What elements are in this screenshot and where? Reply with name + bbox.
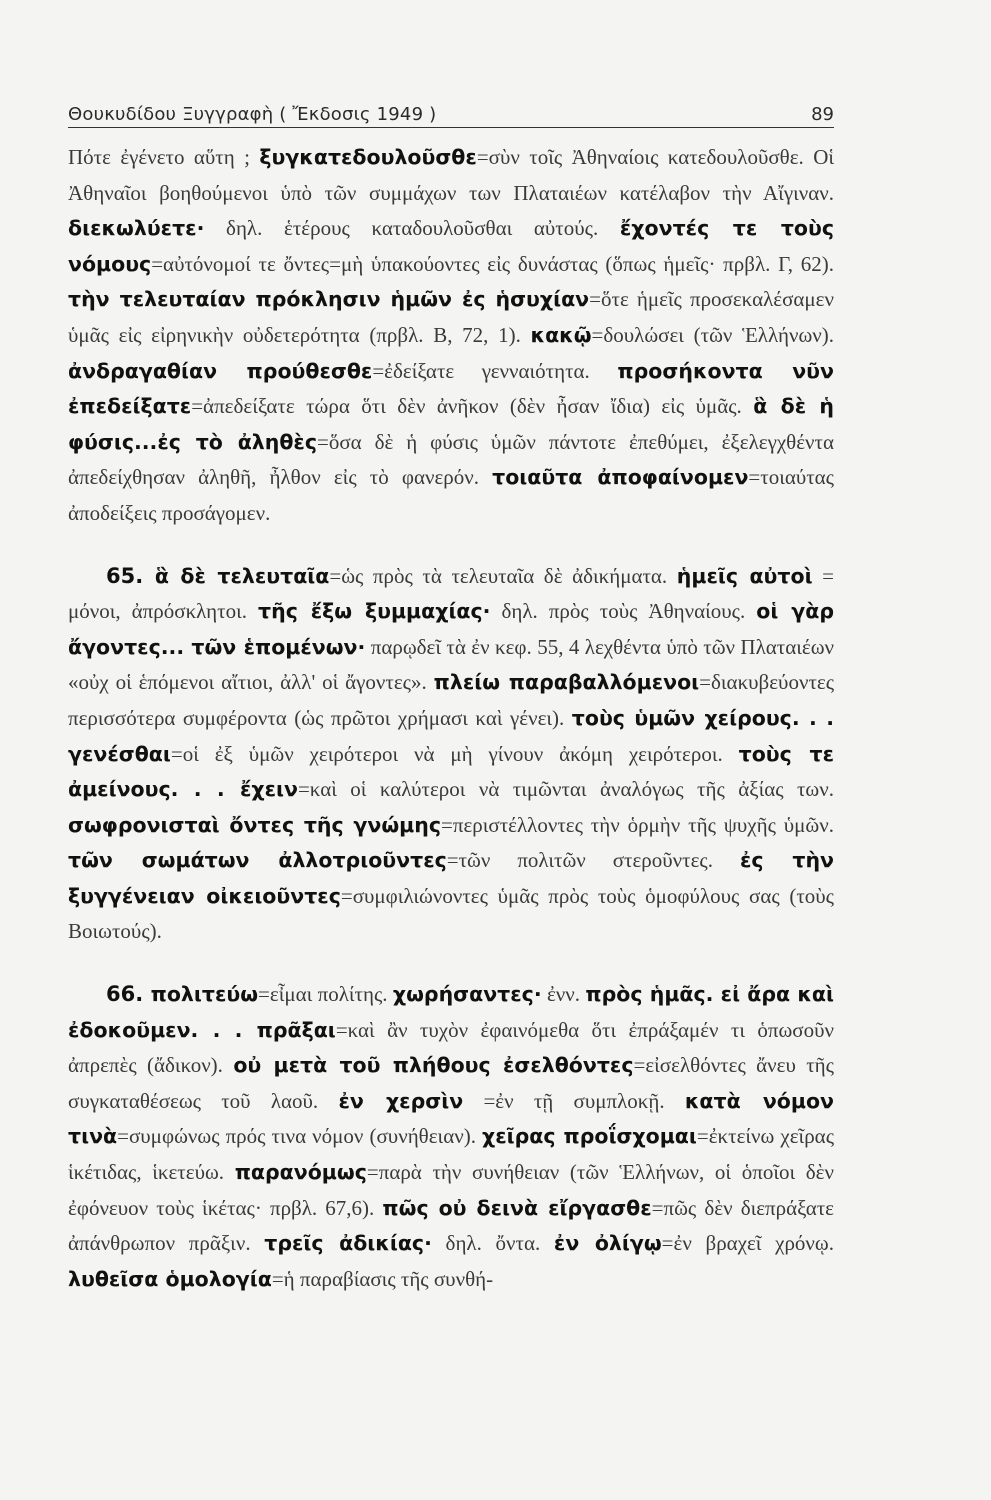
plain-text: =εἶμαι πολίτης. <box>258 982 393 1007</box>
lemma-term: χεῖρας προΐσχομαι <box>482 1124 697 1149</box>
lemma-term: τοιαῦτα ἀποφαίνομεν <box>492 465 749 490</box>
plain-text: =ὅσα δὲ ἡ φύσις ὑμῶν πάντοτε ἐπεθύμει, ἐξελεγχθέντα ἀπεδείχθησαν ἀληθῆ, ἦλθον εἰς τὸ φανερόν. <box>68 429 834 490</box>
plain-text: Πότε ἐγένετο αὕτη ; <box>68 145 260 169</box>
plain-text: =τοιαύτας ἀποδείξεις προσάγομεν. <box>68 465 834 525</box>
plain-text: =συμφώνως πρός τινα νόμον (συνήθειαν). <box>117 1124 483 1149</box>
lemma-term: τοὺς τε ἀμείνους. . . ἔχειν <box>68 741 834 802</box>
lemma-term: παρανόμως <box>234 1160 367 1185</box>
plain-text: =οἱ ἐξ ὑμῶν χειρότεροι νὰ μὴ γίνουν ἀκόμη χειρότεροι. <box>170 741 739 766</box>
plain-text: =αὐτόνομοί τε ὄντες=μὴ ὑπακούοντες εἰς δυνάστας (ὅπως ἡμεῖς· πρβλ. Γ, 62). <box>151 251 834 276</box>
plain-text: δηλ. ὄντα. <box>431 1231 554 1256</box>
plain-text: =ἀπεδείξατε τώρα ὅτι δὲν ἀνῆκον (δὲν ἦσαν ἴδια) εἰς ὑμᾶς. <box>191 394 754 419</box>
lemma-term: ἐν ὀλίγῳ <box>553 1231 662 1256</box>
commentary-text <box>68 140 834 1297</box>
lemma-term: τρεῖς ἀδικίας· <box>264 1231 432 1256</box>
plain-text: =ἐδείξατε γενναιότητα. <box>372 358 618 383</box>
lemma-term: προσήκοντα νῦν ἐπεδείξατε <box>68 358 834 419</box>
plain-text: =ἡ παραβίασις τῆς συνθή- <box>271 1266 494 1291</box>
plain-text: =τῶν πολιτῶν στεροῦντες. <box>446 848 740 873</box>
lemma-term: πρὸς ἡμᾶς. εἰ ἄρα καὶ ἐδοκοῦμεν. . . πρᾶξαι <box>68 982 834 1042</box>
plain-text: =δουλώσει (τῶν Ἑλλήνων). <box>591 322 834 347</box>
plain-text: =παρὰ τὴν συνήθειαν (τῶν Ἑλλήνων, οἱ ὁποῖοι δὲν ἐφόνευον τοὺς ἱκέτας· πρβλ. 67,6). <box>68 1160 834 1220</box>
plain-text: =ἐν τῇ συμπλοκῇ. <box>463 1088 685 1113</box>
plain-text: δηλ. ἑτέρους καταδουλοῦσθαι αὐτούς. <box>204 216 620 241</box>
page-number: 89 <box>811 104 834 125</box>
plain-text: =ἐν βραχεῖ χρόνῳ. <box>661 1231 835 1256</box>
plain-text: = μόνοι, ἀπρόσκλητοι. <box>68 563 834 624</box>
lemma-term: τῆς ἔξω ξυμμαχίας· <box>258 599 491 624</box>
plain-text: δηλ. πρὸς τοὺς Ἀθηναίους. <box>490 599 757 624</box>
lemma-term: ξυγκατεδουλοῦσθε <box>259 145 477 169</box>
plain-text: =σὺν τοῖς Ἀθηναίοις κατεδουλοῦσθε. Οἱ Ἀθηναῖοι βοηθούμενοι ὑπὸ τῶν συμμάχων των Πλαταιέων κατέλαβον τὴν Αἴγιναν. <box>68 145 835 205</box>
lemma-term: τῶν σωμάτων ἀλλοτριοῦντες <box>68 848 447 873</box>
paragraph <box>68 559 834 951</box>
lemma-term: πῶς οὐ δεινὰ εἴργασθε <box>382 1195 652 1220</box>
plain-text: =εἰσελθόντες ἄνευ τῆς συγκαταθέσεως τοῦ λαοῦ. <box>68 1053 834 1113</box>
lemma-term: διεκωλύετε· <box>68 216 205 241</box>
header-title: Θουκυδίδου Ξυγγραφὴ ( Ἔκδοσις 1949 ) <box>68 104 437 125</box>
lemma-term: λυθεῖσα ὁμολογία <box>68 1266 272 1291</box>
plain-text: =καὶ οἱ καλύτεροι νὰ τιμῶνται ἀναλόγως τῆς ἀξίας των. <box>297 777 834 802</box>
plain-text: =ἐκτείνω χεῖρας ἱκέτιδας, ἱκετεύω. <box>68 1124 835 1185</box>
paragraph <box>68 140 834 532</box>
plain-text: παρῳδεῖ τὰ ἐν κεφ. 55, 4 λεχθέντα ὑπὸ τῶν Πλαταιέων «οὐχ οἱ ἑπόμενοι αἴτιοι, ἀλλ' οἱ ἄγοντες». <box>68 634 835 695</box>
lemma-term: οὐ μετὰ τοῦ πλήθους ἐσελθόντες <box>233 1053 634 1078</box>
lemma-term: κακῷ <box>530 322 592 347</box>
lemma-term: κατὰ νόμον τινὰ <box>68 1088 834 1149</box>
plain-text: =καὶ ἂν τυχὸν ἐφαινόμεθα ὅτι ἐπράξαμέν τι ὁπωσοῦν ἀπρεπὲς (ἄδικον). <box>68 1017 834 1078</box>
plain-text: =ὅτε ἡμεῖς προσεκαλέσαμεν ὑμᾶς εἰς εἰρηνικὴν οὐδετερότητα (πρβλ. Β, 72, 1). <box>68 287 834 347</box>
plain-text: ἐνν. <box>541 982 586 1007</box>
lemma-term: ἃ δὲ τελευταῖα <box>154 563 330 588</box>
lemma-term: τὴν τελευταίαν πρόκλησιν ἡμῶν ἐς ἡσυχίαν <box>68 287 590 312</box>
lemma-term: τοὺς ὑμῶν χείρους. . . γενέσθαι <box>68 705 834 766</box>
header-rule <box>68 127 834 128</box>
plain-text: =περιστέλλοντες τὴν ὁρμὴν τῆς ψυχῆς ὑμῶν. <box>441 812 834 837</box>
plain-text: =ὡς πρὸς τὰ τελευταῖα δὲ ἀδικήματα. <box>329 563 677 588</box>
plain-text: =πῶς δὲν διεπράξατε ἀπάνθρωπον πρᾶξιν. <box>68 1195 834 1256</box>
running-header <box>68 104 834 134</box>
section-number: 65. <box>106 563 155 588</box>
lemma-term: χωρήσαντες· <box>392 982 542 1007</box>
section-number: 66. <box>106 982 151 1007</box>
lemma-term: πλείω παραβαλλόμενοι <box>433 670 700 695</box>
paragraph <box>68 977 834 1297</box>
plain-text: =συμφιλιώνοντες ὑμᾶς πρὸς τοὺς ὁμοφύλους σας (τοὺς Βοιωτούς). <box>68 883 834 944</box>
plain-text: =διακυβεύοντες περισσότερα συμφέροντα (ὡς πρῶτοι χρήμασι καὶ γένει). <box>68 670 835 730</box>
lemma-term: ἀνδραγαθίαν προύθεσθε <box>68 358 373 383</box>
lemma-term: ἃ δὲ ἡ φύσις...ἐς τὸ ἀληθὲς <box>68 394 835 454</box>
lemma-term: ἔχοντές τε τοὺς νόμους <box>68 216 835 276</box>
lemma-term: πολιτεύω <box>150 982 259 1007</box>
lemma-term: ἐς τὴν ξυγγένειαν οἰκειοῦντες <box>68 848 834 908</box>
lemma-term: οἱ γὰρ ἄγοντες... τῶν ἑπομένων· <box>68 599 834 659</box>
lemma-term: ἐν χερσὶν <box>338 1088 464 1113</box>
lemma-term: σωφρονισταὶ ὄντες τῆς γνώμης <box>68 812 442 837</box>
lemma-term: ἡμεῖς αὐτοὶ <box>676 563 813 588</box>
